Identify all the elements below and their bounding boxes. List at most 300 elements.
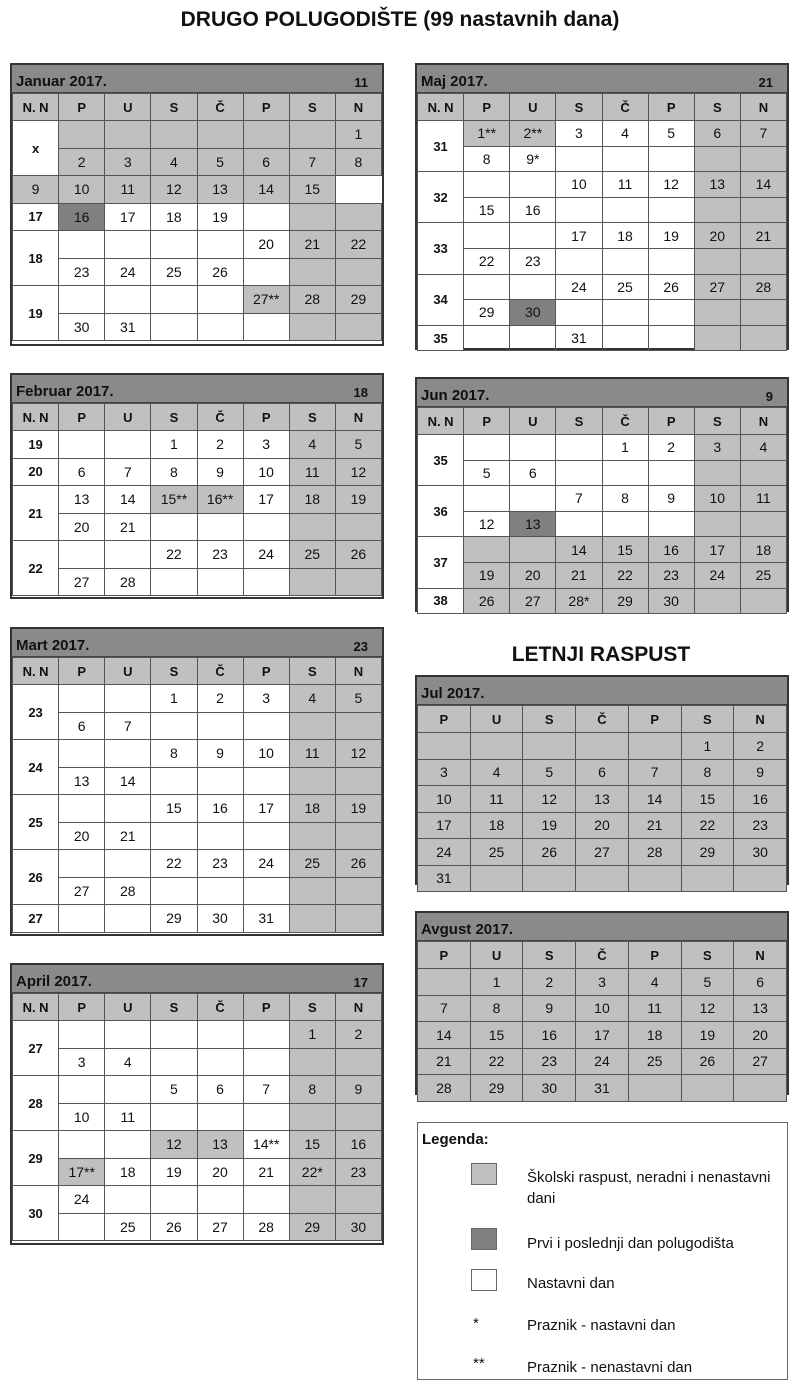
- day-cell: 17: [105, 203, 151, 231]
- week-row: [418, 865, 787, 892]
- day-cell: [289, 905, 335, 933]
- week-row: [13, 740, 382, 768]
- calendar-month: [10, 373, 384, 599]
- day-cell: [418, 969, 471, 996]
- day-cell: 3: [59, 1048, 105, 1076]
- day-cell: 16: [734, 786, 787, 813]
- day-cell: 6: [694, 121, 740, 147]
- day-cell: 9: [734, 759, 787, 786]
- week-row: [418, 325, 787, 351]
- day-cell: 30: [335, 1213, 381, 1241]
- day-cell: 17: [694, 537, 740, 563]
- week-row: [418, 812, 787, 839]
- day-cell: [740, 511, 786, 537]
- day-cell: [59, 850, 105, 878]
- day-cell: 16: [648, 537, 694, 563]
- column-header: U: [105, 994, 151, 1021]
- day-cell: 22: [681, 812, 734, 839]
- week-row: [418, 839, 787, 866]
- day-cell: [335, 1048, 381, 1076]
- day-cell: [648, 146, 694, 172]
- day-cell: [523, 733, 576, 760]
- day-cell: 18: [289, 795, 335, 823]
- day-cell: 25: [105, 1213, 151, 1241]
- day-cell: [648, 248, 694, 274]
- day-cell: 29: [335, 286, 381, 314]
- day-cell: [151, 568, 197, 596]
- week-row: [418, 172, 787, 198]
- day-cell: 17: [556, 223, 602, 249]
- column-header: S: [289, 404, 335, 431]
- day-cell: 3: [556, 121, 602, 147]
- page-title: DRUGO POLUGODIŠTE (99 nastavnih dana): [180, 8, 620, 31]
- day-cell: [648, 460, 694, 486]
- legend-swatch-white: [471, 1269, 497, 1291]
- day-cell: 14: [628, 786, 681, 813]
- day-cell: 3: [418, 759, 471, 786]
- day-cell: 11: [470, 786, 523, 813]
- day-cell: 20: [59, 822, 105, 850]
- day-cell: 1: [335, 121, 381, 149]
- column-header: Č: [602, 94, 648, 121]
- day-cell: 3: [243, 685, 289, 713]
- day-cell: 15: [151, 795, 197, 823]
- column-header: P: [628, 942, 681, 969]
- day-cell: 22: [151, 850, 197, 878]
- day-cell: [510, 172, 556, 198]
- week-number: x: [13, 121, 59, 176]
- day-cell: 28: [105, 877, 151, 905]
- week-number: 20: [13, 458, 59, 486]
- day-cell: 15**: [151, 486, 197, 514]
- day-cell: [289, 313, 335, 341]
- day-cell: [105, 286, 151, 314]
- day-cell: 10: [59, 176, 105, 204]
- day-cell: [602, 325, 648, 351]
- week-row: [13, 822, 382, 850]
- column-header: S: [681, 942, 734, 969]
- day-cell: [289, 767, 335, 795]
- week-row: [418, 1075, 787, 1102]
- day-cell: 21: [418, 1048, 471, 1075]
- day-cell: [335, 822, 381, 850]
- day-cell: [510, 537, 556, 563]
- day-cell: 5: [523, 759, 576, 786]
- week-row: [13, 1103, 382, 1131]
- day-cell: [243, 313, 289, 341]
- day-cell: [464, 172, 510, 198]
- day-cell: 25: [289, 541, 335, 569]
- column-header: P: [59, 658, 105, 685]
- column-header: Č: [197, 94, 243, 121]
- day-cell: 11: [105, 176, 151, 204]
- day-cell: 20: [59, 513, 105, 541]
- day-cell: 5: [648, 121, 694, 147]
- week-row: [418, 486, 787, 512]
- day-cell: [151, 767, 197, 795]
- day-cell: [197, 1186, 243, 1214]
- day-cell: 2**: [510, 121, 556, 147]
- day-cell: [576, 733, 629, 760]
- column-header: N. N: [13, 658, 59, 685]
- day-cell: 24: [418, 839, 471, 866]
- day-cell: [243, 822, 289, 850]
- day-cell: 20: [576, 812, 629, 839]
- column-header: U: [105, 404, 151, 431]
- month-name: Avgust 2017.: [421, 921, 513, 938]
- day-cell: 1: [470, 969, 523, 996]
- day-cell: 16**: [197, 486, 243, 514]
- column-header: P: [648, 94, 694, 121]
- day-cell: [335, 258, 381, 286]
- day-cell: [243, 513, 289, 541]
- day-cell: 25: [628, 1048, 681, 1075]
- day-cell: [576, 865, 629, 892]
- day-cell: 4: [151, 148, 197, 176]
- day-cell: [289, 258, 335, 286]
- column-header: Č: [197, 404, 243, 431]
- column-header: N: [335, 994, 381, 1021]
- month-header: [12, 65, 382, 93]
- column-header: S: [151, 94, 197, 121]
- week-row: [418, 1022, 787, 1049]
- day-cell: 17: [576, 1022, 629, 1049]
- column-header: S: [151, 658, 197, 685]
- day-cell: 18: [740, 537, 786, 563]
- day-cell: [59, 1021, 105, 1049]
- week-row: [418, 995, 787, 1022]
- week-row: [13, 685, 382, 713]
- day-cell: 24: [694, 562, 740, 588]
- day-cell: 13: [734, 995, 787, 1022]
- day-cell: [335, 712, 381, 740]
- month-grid: [12, 93, 382, 341]
- week-row: [13, 176, 382, 204]
- day-cell: 19: [681, 1022, 734, 1049]
- day-cell: 6: [59, 458, 105, 486]
- day-cell: 24: [556, 274, 602, 300]
- day-cell: 18: [628, 1022, 681, 1049]
- day-cell: [151, 712, 197, 740]
- week-number: 22: [13, 541, 59, 596]
- day-cell: [740, 588, 786, 614]
- day-cell: 29: [602, 588, 648, 614]
- week-number: 27: [13, 905, 59, 933]
- week-number: 36: [418, 486, 464, 537]
- month-header: [417, 677, 787, 705]
- day-cell: [243, 121, 289, 149]
- day-cell: [335, 1186, 381, 1214]
- day-cell: 26: [523, 839, 576, 866]
- day-cell: [105, 740, 151, 768]
- day-cell: [59, 231, 105, 259]
- legend-symbol-single-star: *: [473, 1315, 479, 1332]
- week-number: 30: [13, 1186, 59, 1241]
- day-cell: 31: [105, 313, 151, 341]
- day-cell: [243, 203, 289, 231]
- day-cell: 16: [523, 1022, 576, 1049]
- legend: [417, 1122, 788, 1380]
- day-cell: 30: [510, 300, 556, 326]
- week-row: [418, 511, 787, 537]
- day-cell: [243, 877, 289, 905]
- day-cell: 7: [628, 759, 681, 786]
- day-cell: 7: [418, 995, 471, 1022]
- day-cell: 7: [740, 121, 786, 147]
- day-cell: 5: [197, 148, 243, 176]
- column-header: P: [243, 94, 289, 121]
- day-cell: 25: [289, 850, 335, 878]
- column-header: P: [243, 994, 289, 1021]
- day-cell: [464, 325, 510, 351]
- day-cell: [734, 865, 787, 892]
- week-row: [13, 1131, 382, 1159]
- month-school-days-count: 9: [765, 389, 773, 404]
- day-cell: 13: [197, 1131, 243, 1159]
- month-school-days-count: 11: [354, 75, 368, 90]
- calendar-month: [415, 377, 789, 612]
- day-cell: 17: [243, 795, 289, 823]
- day-cell: [151, 1103, 197, 1131]
- day-cell: [602, 300, 648, 326]
- month-header: [12, 375, 382, 403]
- day-cell: [197, 1021, 243, 1049]
- month-name: Mart 2017.: [16, 637, 90, 654]
- day-cell: 25: [740, 562, 786, 588]
- column-header: N: [734, 942, 787, 969]
- column-header: N: [740, 94, 786, 121]
- column-header: S: [694, 408, 740, 435]
- day-cell: [105, 850, 151, 878]
- day-cell: 6: [59, 712, 105, 740]
- day-cell: 17: [243, 486, 289, 514]
- month-grid: [417, 705, 787, 892]
- calendar-month: [10, 963, 384, 1245]
- day-cell: 5: [335, 685, 381, 713]
- day-cell: [694, 588, 740, 614]
- day-cell: 15: [289, 176, 335, 204]
- day-cell: [59, 685, 105, 713]
- day-cell: 10: [418, 786, 471, 813]
- day-cell: [59, 1076, 105, 1104]
- day-cell: [289, 1186, 335, 1214]
- day-cell: [556, 511, 602, 537]
- week-row: [13, 121, 382, 149]
- day-cell: 9: [197, 740, 243, 768]
- day-cell: [243, 568, 289, 596]
- day-cell: [602, 146, 648, 172]
- day-cell: [151, 1021, 197, 1049]
- day-cell: 2: [734, 733, 787, 760]
- day-cell: 23: [59, 258, 105, 286]
- month-name: April 2017.: [16, 973, 92, 990]
- day-cell: [510, 325, 556, 351]
- day-cell: [105, 231, 151, 259]
- day-cell: 27: [510, 588, 556, 614]
- month-name: Jun 2017.: [421, 387, 490, 404]
- column-header: P: [464, 408, 510, 435]
- column-header: P: [59, 404, 105, 431]
- week-row: [13, 795, 382, 823]
- day-cell: [648, 325, 694, 351]
- week-number: 24: [13, 740, 59, 795]
- day-cell: 24: [243, 850, 289, 878]
- day-cell: [740, 325, 786, 351]
- day-cell: 24: [105, 258, 151, 286]
- week-row: [418, 588, 787, 614]
- day-cell: 29: [151, 905, 197, 933]
- day-cell: [335, 905, 381, 933]
- month-name: Jul 2017.: [421, 685, 485, 702]
- day-cell: 12: [523, 786, 576, 813]
- day-cell: 12: [151, 1131, 197, 1159]
- day-cell: 4: [740, 435, 786, 461]
- day-cell: [556, 197, 602, 223]
- week-row: [418, 146, 787, 172]
- day-cell: 30: [648, 588, 694, 614]
- day-cell: 23: [510, 248, 556, 274]
- day-cell: [151, 286, 197, 314]
- legend-symbol-double-star: **: [473, 1355, 485, 1372]
- day-cell: 2: [523, 969, 576, 996]
- column-header: N. N: [418, 408, 464, 435]
- week-number: 32: [418, 172, 464, 223]
- column-header: S: [151, 404, 197, 431]
- day-cell: [335, 568, 381, 596]
- week-row: [13, 203, 382, 231]
- month-grid: [12, 657, 382, 933]
- day-cell: [464, 486, 510, 512]
- month-grid: [12, 403, 382, 596]
- column-header: S: [289, 94, 335, 121]
- day-cell: [59, 1131, 105, 1159]
- month-grid: [417, 407, 787, 614]
- day-cell: 26: [464, 588, 510, 614]
- column-header: Č: [602, 408, 648, 435]
- day-cell: [243, 712, 289, 740]
- day-cell: [105, 1021, 151, 1049]
- day-cell: [694, 248, 740, 274]
- month-header: [12, 629, 382, 657]
- day-cell: [59, 795, 105, 823]
- month-school-days-count: 18: [353, 385, 368, 400]
- month-header: [417, 379, 787, 407]
- day-cell: 22: [151, 541, 197, 569]
- day-cell: [289, 1103, 335, 1131]
- day-cell: 22*: [289, 1158, 335, 1186]
- day-cell: 23: [197, 541, 243, 569]
- column-header: S: [523, 706, 576, 733]
- day-cell: 16: [335, 1131, 381, 1159]
- day-cell: 12: [151, 176, 197, 204]
- column-header: N. N: [13, 94, 59, 121]
- day-cell: [151, 121, 197, 149]
- column-header: Č: [197, 994, 243, 1021]
- day-cell: [681, 1075, 734, 1102]
- day-cell: [59, 905, 105, 933]
- day-cell: [289, 121, 335, 149]
- day-cell: [197, 313, 243, 341]
- day-cell: 14: [243, 176, 289, 204]
- column-header: S: [556, 408, 602, 435]
- week-row: [13, 1213, 382, 1241]
- day-cell: 28*: [556, 588, 602, 614]
- day-cell: 28: [105, 568, 151, 596]
- day-cell: [243, 767, 289, 795]
- day-cell: 7: [105, 458, 151, 486]
- day-cell: [464, 537, 510, 563]
- calendar-month: [10, 627, 384, 936]
- column-header: U: [105, 658, 151, 685]
- day-cell: 6: [197, 1076, 243, 1104]
- day-cell: [734, 1075, 787, 1102]
- day-cell: [470, 865, 523, 892]
- day-cell: 4: [470, 759, 523, 786]
- day-cell: 11: [628, 995, 681, 1022]
- day-cell: 20: [243, 231, 289, 259]
- column-header: S: [289, 658, 335, 685]
- day-cell: [105, 431, 151, 459]
- day-cell: [510, 274, 556, 300]
- day-cell: 2: [197, 685, 243, 713]
- day-cell: [197, 1103, 243, 1131]
- day-cell: [464, 274, 510, 300]
- day-cell: 13: [694, 172, 740, 198]
- column-header: U: [510, 94, 556, 121]
- month-grid: [12, 993, 382, 1241]
- day-cell: 28: [740, 274, 786, 300]
- day-cell: 6: [576, 759, 629, 786]
- legend-swatch-dark: [471, 1228, 497, 1250]
- column-header: U: [470, 706, 523, 733]
- day-cell: 22: [464, 248, 510, 274]
- week-number: 26: [13, 850, 59, 905]
- week-row: [13, 286, 382, 314]
- column-header: P: [648, 408, 694, 435]
- day-cell: 31: [418, 865, 471, 892]
- column-header: S: [289, 994, 335, 1021]
- day-cell: 27: [197, 1213, 243, 1241]
- column-header: S: [694, 94, 740, 121]
- day-cell: [197, 877, 243, 905]
- day-cell: [694, 460, 740, 486]
- day-cell: 1**: [464, 121, 510, 147]
- day-cell: 23: [197, 850, 243, 878]
- day-cell: 21: [105, 822, 151, 850]
- day-cell: [740, 146, 786, 172]
- week-number: 31: [418, 121, 464, 172]
- day-cell: 28: [289, 286, 335, 314]
- day-cell: 25: [151, 258, 197, 286]
- day-cell: 8: [289, 1076, 335, 1104]
- month-name: Maj 2017.: [421, 73, 488, 90]
- week-row: [13, 148, 382, 176]
- day-cell: 14: [740, 172, 786, 198]
- day-cell: [556, 146, 602, 172]
- day-cell: [556, 248, 602, 274]
- day-cell: [105, 795, 151, 823]
- column-header: N: [335, 404, 381, 431]
- week-row: [13, 1076, 382, 1104]
- day-cell: 13: [576, 786, 629, 813]
- day-cell: [151, 1048, 197, 1076]
- calendar-month: [415, 675, 789, 885]
- day-cell: 29: [681, 839, 734, 866]
- day-cell: [105, 1131, 151, 1159]
- day-cell: 18: [289, 486, 335, 514]
- day-cell: [740, 460, 786, 486]
- day-cell: [105, 685, 151, 713]
